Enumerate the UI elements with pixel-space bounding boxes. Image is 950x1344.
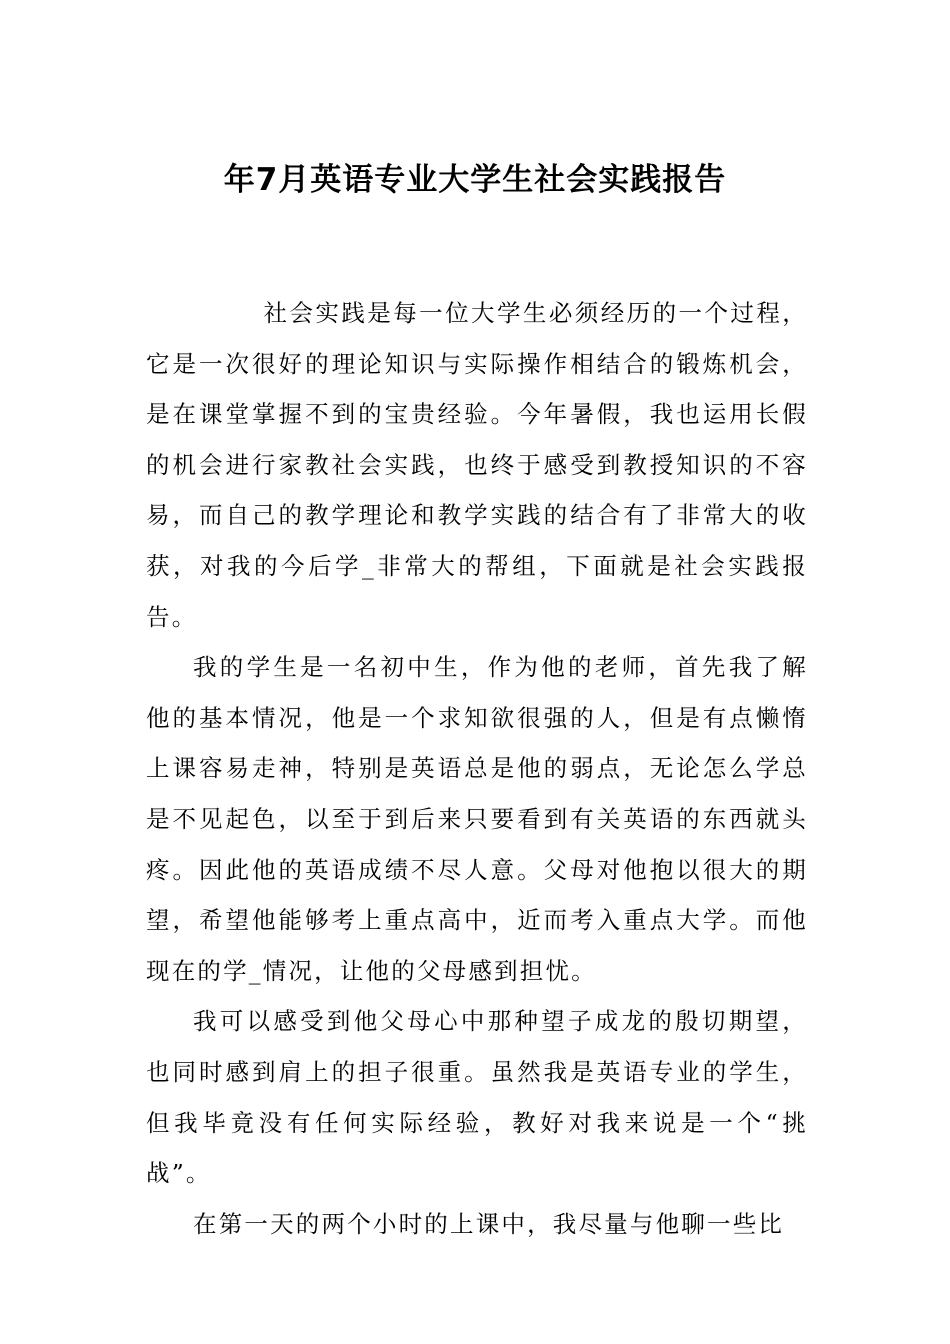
document-title: 年7月英语专业大学生社会实践报告 — [223, 162, 727, 198]
paragraph-first-day: 在第一天的两个小时的上课中，我尽量与他聊一些比 — [193, 1209, 785, 1238]
document-body — [146, 288, 808, 1249]
paragraph-student: 我的学生是一名初中生，作为他的老师，首先我了解他的基本情况，他是一个求知欲很强的人，但是有点懒惰上课容易走神，特别是英语总是他的弱点，无论怎么学总是不见起色，以至于到后来只要看到有关英语的东西就头疼。因此他的英语成绩不尽人意。父母对他抱以很大的期望，希望他能够考上重点高中，近而考入重点大学。而他现在的学_情况，让他的父母感到担忧。 — [146, 653, 808, 985]
paragraph-challenge: 我可以感受到他父母心中那种望子成龙的殷切期望，也同时感到肩上的担子很重。虽然我是英语专业的学生，但我毕竟没有任何实际经验，教好对我来说是一个“挑战”。 — [146, 1007, 808, 1188]
paragraph-intro: 社会实践是每一位大学生必须经历的一个过程，它是一次很好的理论知识与实际操作相结合的锻炼机会，是在课堂掌握不到的宝贵经验。今年暑假，我也运用长假的机会进行家教社会实践，也终于感受到教授知识的不容易，而自己的教学理论和教学实践的结合有了非常大的收获，对我的今后学_非常大的帮组，下面就是社会实践报告。 — [146, 299, 808, 631]
